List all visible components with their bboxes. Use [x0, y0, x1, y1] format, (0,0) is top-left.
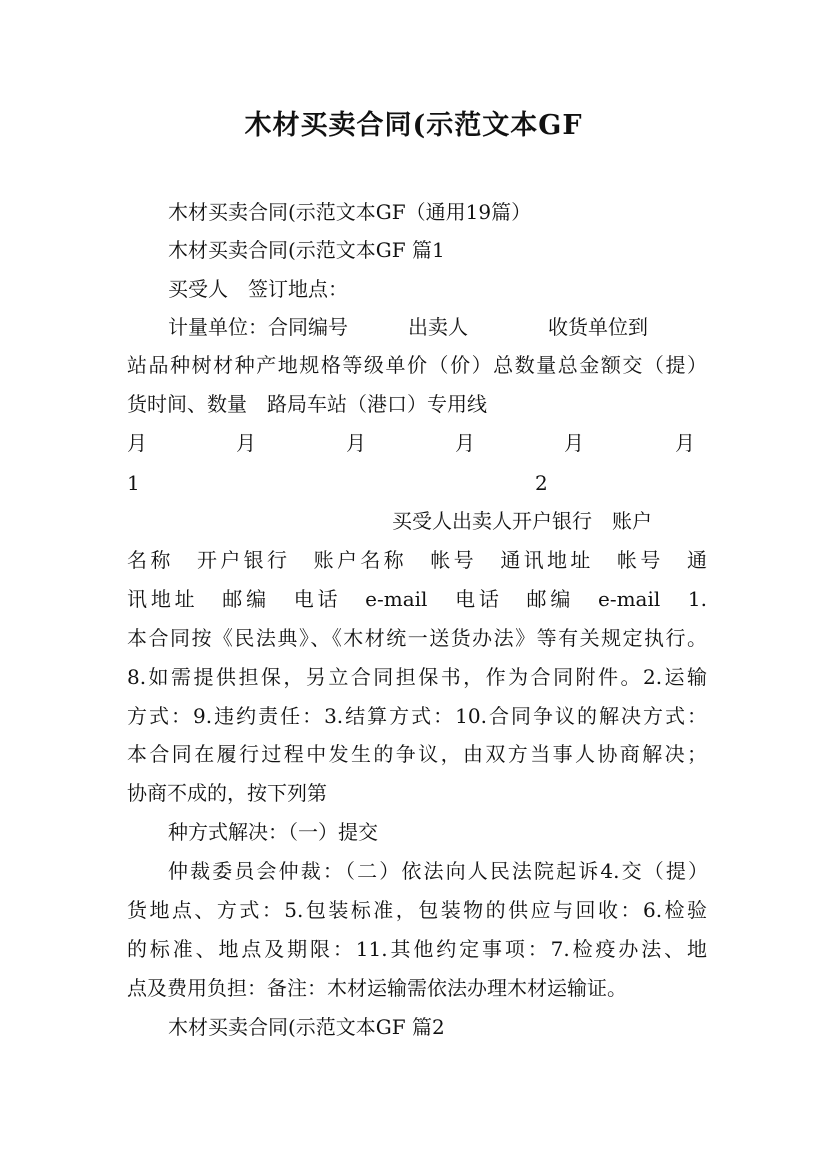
text-line: 协商不成的，按下列第: [127, 781, 327, 805]
section-heading-2: 木材买卖合同(示范文本GF 篇2: [168, 1015, 445, 1039]
text-line: 的标准、地点及期限：11.其他约定事项：7.检疫办法、地: [127, 937, 707, 961]
text-line: 本合同在履行过程中发生的争议，由双方当事人协商解决；: [127, 742, 707, 766]
text-line: 讯地址 邮编 电话 e-mail 电话 邮编 e-mail 1.: [127, 587, 707, 611]
month-label: 月: [236, 431, 256, 455]
text-line: 本合同按《民法典》、《木材统一送货办法》等有关规定执行。: [127, 626, 707, 650]
text-line: 方式：9.违约责任：3.结算方式：10.合同争议的解决方式：: [127, 704, 707, 728]
month-label: 月: [675, 431, 695, 455]
month-label: 月: [346, 431, 366, 455]
document-title: 木材买卖合同(示范文本GF: [244, 110, 583, 141]
text-line: 货时间、数量 路局车站（港口）专用线: [127, 392, 487, 416]
subtitle-line: 木材买卖合同(示范文本GF（通用19篇）: [168, 200, 532, 224]
month-label: 月: [127, 431, 147, 455]
number-label: 1: [127, 471, 140, 495]
text-line: 点及费用负担：备注：木材运输需依法办理木材运输证。: [127, 976, 627, 1000]
text-line: 计量单位：合同编号 出卖人 收货单位到: [168, 315, 648, 339]
text-line: 名称 开户银行 账户名称 帐号 通讯地址 帐号 通: [127, 548, 707, 572]
section-heading-1: 木材买卖合同(示范文本GF 篇1: [168, 238, 445, 262]
text-line: 仲裁委员会仲裁：（二）依法向人民法院起诉4.交（提）: [168, 859, 708, 883]
text-line: 货地点、方式：5.包装标准，包装物的供应与回收：6.检验: [127, 898, 707, 922]
month-label: 月: [564, 431, 584, 455]
text-line: 买受人出卖人开户银行 账户: [392, 509, 652, 533]
text-line: 买受人 签订地点：: [168, 277, 348, 301]
month-label: 月: [455, 431, 475, 455]
text-line: 站品种树材种产地规格等级单价（价）总数量总金额交（提）: [127, 353, 707, 377]
number-label: 2: [535, 471, 548, 495]
text-line: 8.如需提供担保，另立合同担保书，作为合同附件。2.运输: [127, 665, 707, 689]
text-line: 种方式解决：（一）提交: [168, 820, 378, 844]
